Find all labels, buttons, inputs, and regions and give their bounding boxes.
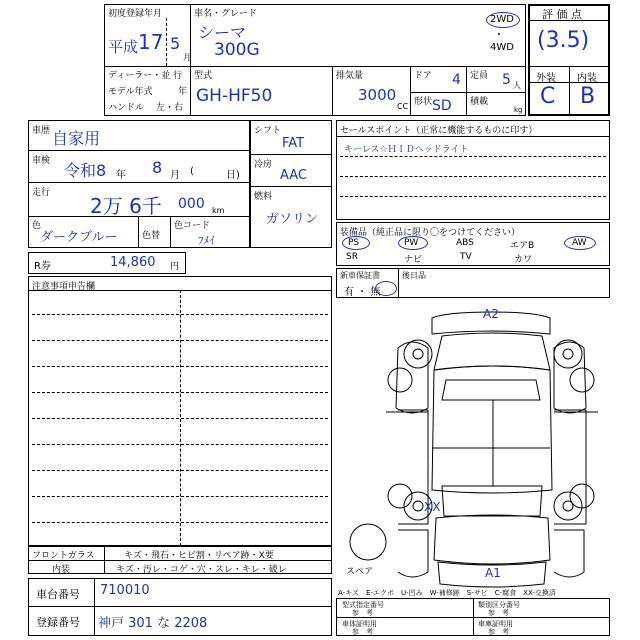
damage-legend: A-キズ E-エクボ U-凹み W-補修跡 S-サビ C-腐食 XX-交換済 [338, 589, 556, 597]
reg-label: 車庫証明用 [478, 620, 513, 628]
displacement-label: 排気量 [336, 71, 364, 81]
shaken-day-open: ( [190, 166, 194, 177]
model-year-label: モデル年式 [108, 87, 153, 97]
damage-xx: XX [424, 500, 441, 514]
recycle-unit: 円 [170, 262, 180, 272]
shaken-year-unit: 年 [116, 170, 126, 181]
later-items-label: 後日品 [402, 271, 426, 280]
car-name-label: 車名・グレード [194, 9, 258, 19]
mileage-value: 2万 6千 [90, 194, 162, 218]
mileage-tail: 000 [178, 196, 205, 212]
warranty-value: 有 ・ 無 [344, 287, 381, 298]
recycle-box [28, 252, 186, 274]
shape-value: SD [432, 98, 452, 114]
rating-title: 評 価 点 [542, 8, 582, 21]
color-code-value: ﾌﾒｲ [198, 234, 215, 247]
class-label: 類別区分番号 [478, 601, 520, 609]
sales-point-item: キーレス☆ＨＩＤヘッドライト [344, 145, 469, 155]
color-label: 色 [32, 221, 42, 231]
equip-navi: ナビ [404, 255, 423, 265]
interior-damage-value: キズ・汚レ・コゲ・穴・スレ・キレ・破レ [116, 565, 287, 575]
handle-value: 左・右 [156, 103, 184, 113]
displacement-value: 3000 [358, 86, 397, 104]
displacement-unit: CC [397, 102, 409, 111]
drive-2wd: 2WD [490, 14, 514, 25]
equipment-title: 装備品（純正品に限り〇をつけてください） [340, 228, 521, 238]
shaken-day-close: 日) [226, 170, 240, 181]
dealer-label: ディーラー・並 行 [108, 71, 183, 81]
shaken-era: 令和8 [64, 161, 107, 180]
damage-a2: A2 [483, 307, 499, 321]
reg-month-unit: 月 [183, 53, 191, 62]
exterior-grade: C [540, 84, 556, 109]
shape-label: 形状 [414, 97, 433, 107]
sales-point-title: セールスポイント（正常に機能するものに印す） [340, 126, 538, 136]
equip-abs: ABS [456, 238, 474, 248]
load-unit: kg [514, 106, 523, 114]
fuel-label: 燃料 [254, 192, 273, 202]
car-grade: 300G [214, 40, 260, 60]
warranty-mark [375, 281, 397, 296]
reg-ref: 参 考 [488, 628, 509, 636]
front-glass-label: フロントガラス [32, 551, 95, 561]
equip-pw: PW [404, 238, 419, 248]
reg-month: 5 [170, 34, 181, 53]
usage-label: 車歴 [32, 126, 51, 136]
model-year-unit: 年 [178, 87, 188, 97]
interior-damage-label: 内装 [52, 565, 71, 575]
vin-ref: 参 考 [352, 628, 373, 636]
first-reg-label: 初度登録年月 [108, 9, 163, 19]
interior-label: 内装 [577, 73, 597, 84]
exterior-label: 外装 [536, 73, 556, 84]
recycle-label: R券 [34, 261, 51, 272]
chassis-value: 710010 [100, 583, 150, 598]
notes-title: 注意事項申告欄 [32, 282, 96, 292]
equip-tv: TV [460, 252, 472, 262]
usage-value: 自家用 [52, 129, 101, 148]
handle-label: ハンドル [108, 103, 145, 113]
door-value: 4 [452, 72, 461, 88]
equip-ps: PS [348, 238, 360, 248]
mileage-label: 走行 [32, 188, 51, 198]
shift-label: シフト [254, 126, 282, 136]
shift-value: FAT [282, 136, 305, 151]
class-ref: 参 考 [488, 609, 509, 617]
interior-grade: B [580, 84, 596, 109]
color-change-label: 色替 [142, 231, 161, 241]
capacity-value: 5 [502, 72, 511, 88]
load-label: 積載 [470, 97, 489, 107]
ac-value: AAC [280, 168, 307, 183]
warranty-label: 新車保証書 [340, 271, 380, 280]
cert-ref: 参 考 [352, 609, 373, 617]
equip-airbag: エアB [510, 241, 535, 251]
reg-era: 平成 [108, 38, 139, 56]
car-name: シーマ [198, 23, 247, 42]
shaken-month: 8 [152, 158, 163, 177]
rating-score: (3.5) [537, 28, 590, 53]
cert-label: 型式指定番号 [342, 601, 384, 609]
capacity-unit: 人 [513, 81, 521, 90]
capacity-label: 定員 [470, 71, 489, 81]
plate-label: 登録番号 [36, 616, 80, 629]
drive-4wd: 4WD [490, 42, 514, 53]
ac-label: 冷房 [254, 160, 273, 170]
shaken-month-unit: 月 [170, 170, 180, 181]
equip-sr: SR [346, 252, 358, 262]
reg-year: 17 [138, 30, 164, 54]
chassis-label: 車台番号 [36, 588, 80, 601]
equip-leather: カワ [514, 255, 533, 265]
type-value: GH-HF50 [196, 86, 273, 106]
mileage-unit: km [212, 206, 225, 215]
color-code-label: 色コード [174, 221, 211, 231]
equip-aw: AW [572, 238, 587, 248]
vin-label: 車体証明用 [342, 620, 377, 628]
spare-label: スペア [346, 567, 374, 577]
type-label: 型式 [194, 71, 213, 81]
recycle-value: 14,860 [110, 255, 156, 270]
plate-value: 神戸 301 な 2208 [98, 616, 208, 631]
car-diagram [336, 300, 610, 596]
door-label: ドア [414, 71, 432, 81]
damage-a1: A1 [485, 566, 501, 580]
fuel-value: ガソリン [266, 212, 319, 227]
shaken-label: 車検 [32, 156, 51, 166]
color-value: ダークブルー [40, 230, 118, 245]
front-glass-value: キズ・飛石・ヒビ割・リペア跡・X要 [124, 551, 274, 561]
drive-dot: ・ [494, 30, 504, 41]
